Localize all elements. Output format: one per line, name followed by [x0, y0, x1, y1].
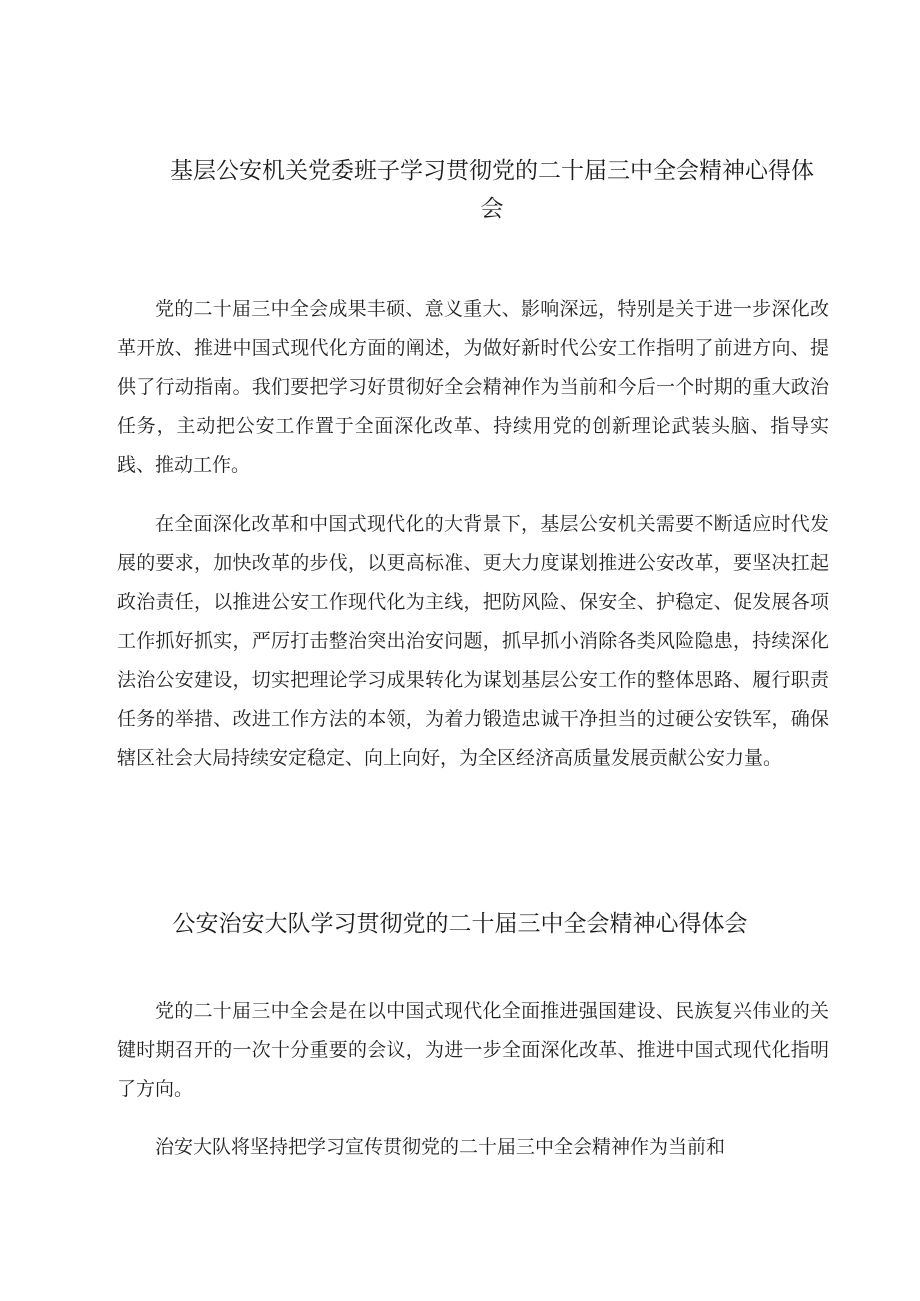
section1-paragraph-1: 党的二十届三中全会成果丰硕、意义重大、影响深远，特别是关于进一步深化改革开放、推进中国式现代化方面的阐述，为做好新时代公安工作指明了前进方向、提供了行动指南。我们要把学习好贯彻好全会精神作为当前和今后一个时期的重大政治任务，主动把公安工作置于全面深化改革、持续用党的创新理论武装头脑、指导实践、推动工作。 [117, 298, 829, 476]
section2-title: 公安治安大队学习贯彻党的二十届三中全会精神心得体会 [172, 911, 748, 937]
section2-paragraph-1: 党的二十届三中全会是在以中国式现代化全面推进强国建设、民族复兴伟业的关键时期召开的一次十分重要的会议，为进一步全面深化改革、推进中国式现代化指明了方向。 [117, 1000, 829, 1100]
section1-title: 基层公安机关党委班子学习贯彻党的二十届三中全会精神心得体会 [170, 158, 814, 222]
section2-paragraph-2: 治安大队将坚持把学习宣传贯彻党的二十届三中全会精神作为当前和 [155, 1136, 726, 1158]
section1-paragraph-2: 在全面深化改革和中国式现代化的大背景下，基层公安机关需要不断适应时代发展的要求，加快改革的步伐，以更高标准、更大力度谋划推进公安改革，要坚决扛起政治责任，以推进公安工作现代化为主线，把防风险、保安全、护稳定、促发展各项工作抓好抓实，严厉打击整治突出治安问题，抓早抓小消除各类风险隐患，持续深化法治公安建设，切实把理论学习成果转化为谋划基层公安工作的整体思路、履行职责任务的举措、改进工作方法的本领，为着力锻造忠诚干净担当的过硬公安铁军，确保辖区社会大局持续安定稳定、向上向好，为全区经济高质量发展贡献公安力量。 [117, 513, 829, 769]
